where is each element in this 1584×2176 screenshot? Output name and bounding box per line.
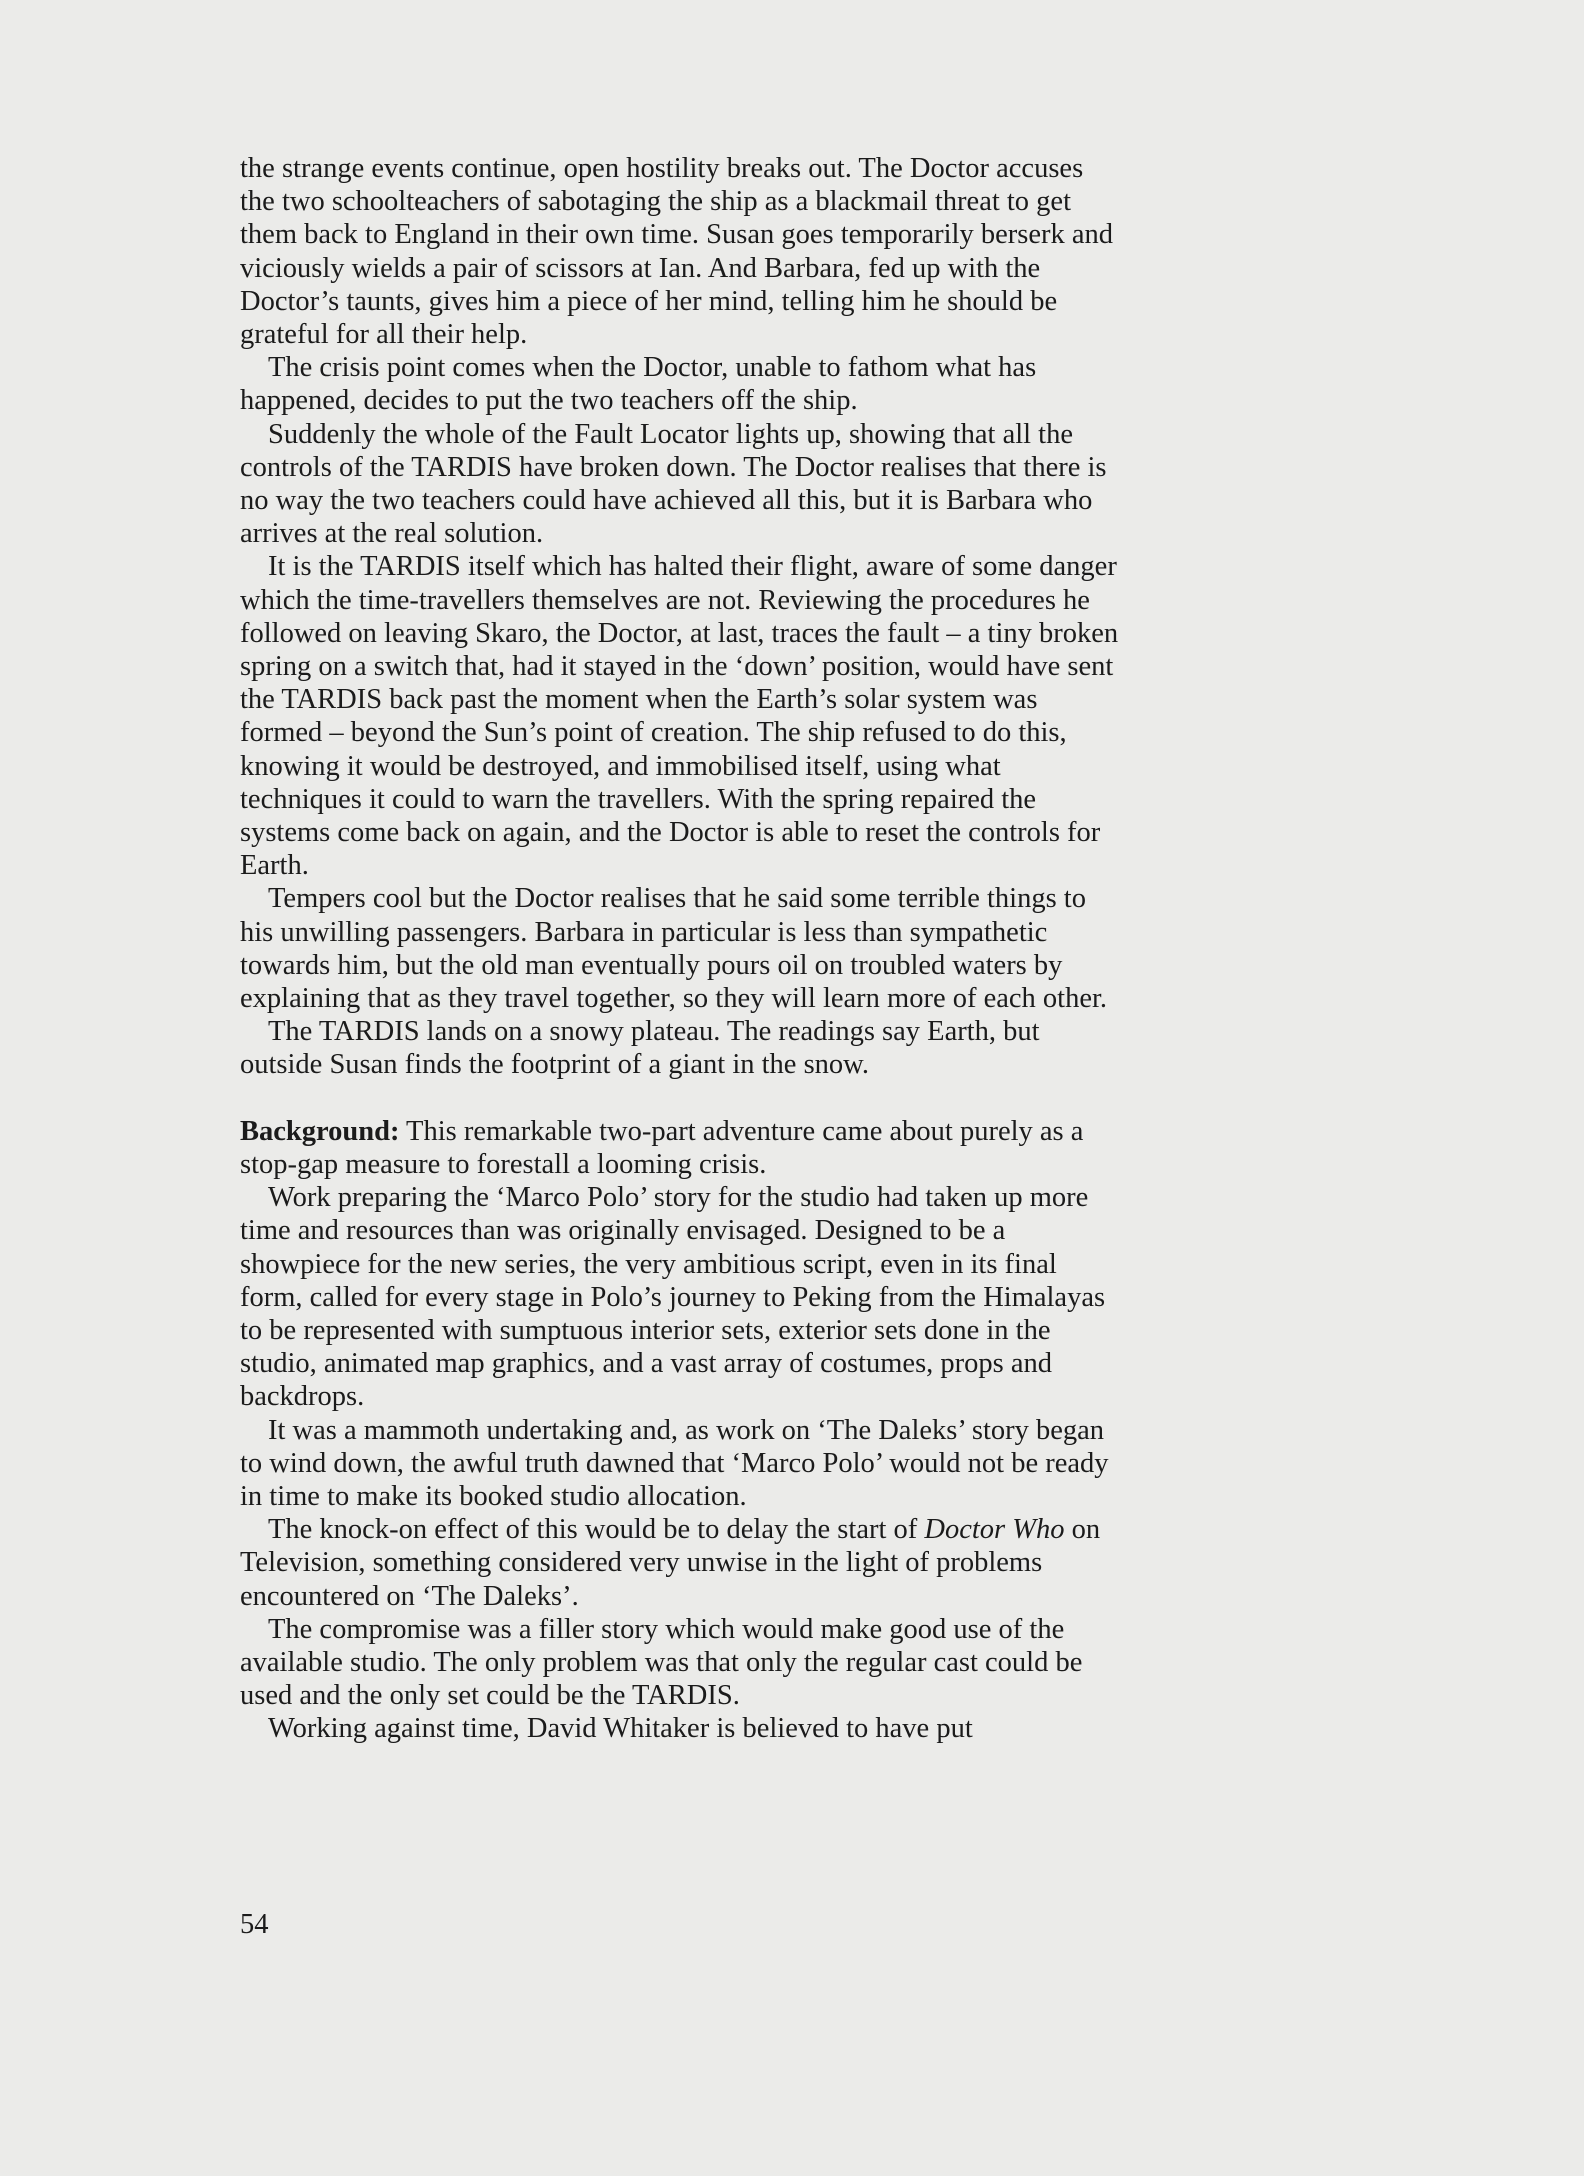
paragraph-fault-locator: Suddenly the whole of the Fault Locator lights up, showing that all the controls of the TARDIS have broken down. The Doctor realises that there is no way the two teachers could have achieved all this, but it is Barbara who arrives at the real solution. xyxy=(240,418,1107,550)
paragraph-crisis-point: The crisis point comes when the Doctor, unable to fathom what has happened, decides to put the two teachers off the ship. xyxy=(240,352,1037,417)
body-text xyxy=(240,152,1120,1746)
knock-on-text-after: on Television, something considered very unwise in the light of problems encountered on ‘The Daleks’. xyxy=(240,1514,1101,1612)
doctor-who-title: Doctor Who xyxy=(924,1514,1065,1546)
paragraph-knock-on-effect xyxy=(240,1513,1120,1613)
paragraph-compromise: The compromise was a filler story which would make good use of the available studio. The only problem was that only the regular cast could be used and the only set could be the TARDIS. xyxy=(240,1613,1083,1712)
paragraph-mammoth-undertaking: It was a mammoth undertaking and, as work on ‘The Daleks’ story began to wind down, the awful truth dawned that ‘Marco Polo’ would not be ready in time to make its booked studio allocation. xyxy=(240,1414,1109,1512)
paragraph-tempers-cool: Tempers cool but the Doctor realises that he said some terrible things to his unwilling passengers. Barbara in particular is less than sympathetic towards him, but the old man eventually pours oil on troubled waters by explaining that as they travel together, so they will learn more of each other. xyxy=(240,883,1108,1015)
paragraph-snowy-plateau: The TARDIS lands on a snowy plateau. The readings say Earth, but outside Susan finds the footprint of a giant in the snow. xyxy=(240,1016,1040,1081)
background-intro: This remarkable two-part adventure came about purely as a stop-gap measure to forestall a looming crisis. xyxy=(240,1115,1084,1180)
paragraph-marco-polo: Work preparing the ‘Marco Polo’ story for the studio had taken up more time and resources than was originally envisaged. Designed to be a showpiece for the new series, the very ambitious script, even in its final form, called for every stage in Polo’s journey to Peking from the Himalayas to be represented with sumptuous interior sets, exterior sets done in the studio, animated map graphics, and a vast array of costumes, props and backdrops. xyxy=(240,1182,1106,1413)
paragraph-tardis-halted: It is the TARDIS itself which has halted their flight, aware of some danger which the time-travellers themselves are not. Reviewing the procedures he followed on leaving Skaro, the Doctor, at last, traces the fault – a tiny broken spring on a switch that, had it stayed in the ‘down’ position, would have sent the TARDIS back past the moment when the Earth’s solar system was formed – beyond the Sun’s point of creation. The ship refused to do this, knowing it would be destroyed, and immobilised itself, using what techniques it could to warn the travellers. With the spring repaired the systems come back on again, and the Doctor is able to reset the controls for Earth. xyxy=(240,551,1119,882)
paragraph-working-against-time: Working against time, David Whitaker is believed to have put xyxy=(268,1713,973,1745)
knock-on-text-before: The knock-on effect of this would be to delay the start of xyxy=(268,1514,925,1546)
page-number: 54 xyxy=(240,1909,269,1940)
background-heading: Background: xyxy=(240,1115,400,1147)
section-gap xyxy=(240,1082,1120,1115)
paragraph-background xyxy=(240,1115,1120,1181)
paragraph-continued: the strange events continue, open hostility breaks out. The Doctor accuses the two schoolteachers of sabotaging the ship as a blackmail threat to get them back to England in their own time. Susan goes temporarily berserk and viciously wields a pair of scissors at Ian. And Barbara, fed up with the Doctor’s taunts, gives him a piece of her mind, telling him he should be grateful for all their help. xyxy=(240,153,1113,351)
